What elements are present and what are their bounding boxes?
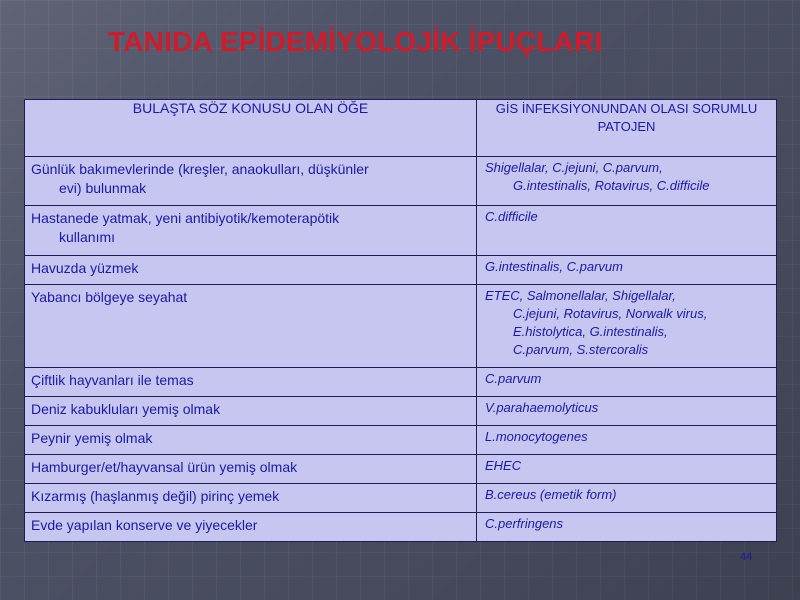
pathogen-cell bbox=[477, 206, 777, 256]
table-row bbox=[25, 397, 777, 426]
pathogen-text: L.monocytogenes bbox=[485, 429, 588, 444]
column-header-pathogen: GİS İNFEKSİYONUNDAN OLASI SORUMLU PATOJEN bbox=[477, 100, 777, 157]
item-text: Evde yapılan konserve ve yiyecekler bbox=[31, 517, 258, 533]
table-header-row bbox=[25, 100, 777, 157]
pathogen-cell bbox=[477, 484, 777, 513]
item-cell bbox=[25, 368, 477, 397]
pathogen-text: ETEC, Salmonellalar, Shigellalar, bbox=[485, 288, 676, 303]
table-row bbox=[25, 455, 777, 484]
item-text: Hamburger/et/hayvansal ürün yemiş olmak bbox=[31, 459, 298, 475]
table-row bbox=[25, 256, 777, 285]
item-cell bbox=[25, 285, 477, 368]
pathogen-text: C.perfringens bbox=[485, 516, 564, 531]
item-cell bbox=[25, 426, 477, 455]
pathogen-text: C.parvum, S.stercoralis bbox=[513, 342, 649, 357]
item-text: Havuzda yüzmek bbox=[31, 260, 139, 276]
table-row bbox=[25, 206, 777, 256]
pathogen-cell bbox=[477, 397, 777, 426]
item-cell bbox=[25, 157, 477, 206]
pathogen-cell bbox=[477, 426, 777, 455]
item-text: evi) bulunmak bbox=[59, 180, 147, 196]
item-cell bbox=[25, 397, 477, 426]
pathogen-text: E.histolytica, G.intestinalis, bbox=[513, 324, 668, 339]
epidemiology-table bbox=[24, 99, 777, 542]
table-row bbox=[25, 513, 777, 542]
pathogen-cell bbox=[477, 368, 777, 397]
table-row bbox=[25, 157, 777, 206]
pathogen-cell bbox=[477, 513, 777, 542]
table-row bbox=[25, 285, 777, 368]
table-row bbox=[25, 368, 777, 397]
column-header-item: BULAŞTA SÖZ KONUSU OLAN ÖĞE bbox=[25, 100, 477, 157]
item-text: Yabancı bölgeye seyahat bbox=[31, 289, 188, 305]
slide-title: TANIDA EPİDEMİYOLOJİK İPUÇLARI bbox=[108, 26, 603, 57]
pathogen-cell bbox=[477, 455, 777, 484]
item-text: Kızarmış (haşlanmış değil) pirinç yemek bbox=[31, 488, 280, 504]
pathogen-cell bbox=[477, 157, 777, 206]
pathogen-text: G.intestinalis, C.parvum bbox=[485, 259, 623, 274]
item-text: Deniz kabukluları yemiş olmak bbox=[31, 401, 221, 417]
pathogen-cell bbox=[477, 285, 777, 368]
pathogen-text: G.intestinalis, Rotavirus, C.difficile bbox=[513, 178, 710, 193]
table-row bbox=[25, 484, 777, 513]
item-text: Çiftlik hayvanları ile temas bbox=[31, 372, 194, 388]
table-row bbox=[25, 426, 777, 455]
item-text: Peynir yemiş olmak bbox=[31, 430, 153, 446]
item-cell bbox=[25, 206, 477, 256]
pathogen-text: C.jejuni, Rotavirus, Norwalk virus, bbox=[513, 306, 708, 321]
pathogen-text: C.difficile bbox=[485, 209, 538, 224]
pathogen-cell bbox=[477, 256, 777, 285]
page-number: 44 bbox=[740, 551, 753, 563]
pathogen-text: V.parahaemolyticus bbox=[485, 400, 599, 415]
item-text: Hastanede yatmak, yeni antibiyotik/kemoterapötik bbox=[31, 210, 340, 226]
pathogen-text: C.parvum bbox=[485, 371, 542, 386]
item-cell bbox=[25, 484, 477, 513]
item-cell bbox=[25, 256, 477, 285]
pathogen-text: EHEC bbox=[485, 458, 522, 473]
item-cell bbox=[25, 455, 477, 484]
item-cell bbox=[25, 513, 477, 542]
pathogen-text: Shigellalar, C.jejuni, C.parvum, bbox=[485, 160, 663, 175]
item-text: Günlük bakımevlerinde (kreşler, anaokulları, düşkünler bbox=[31, 161, 369, 177]
item-text: kullanımı bbox=[59, 229, 116, 245]
pathogen-text: B.cereus (emetik form) bbox=[485, 487, 617, 502]
